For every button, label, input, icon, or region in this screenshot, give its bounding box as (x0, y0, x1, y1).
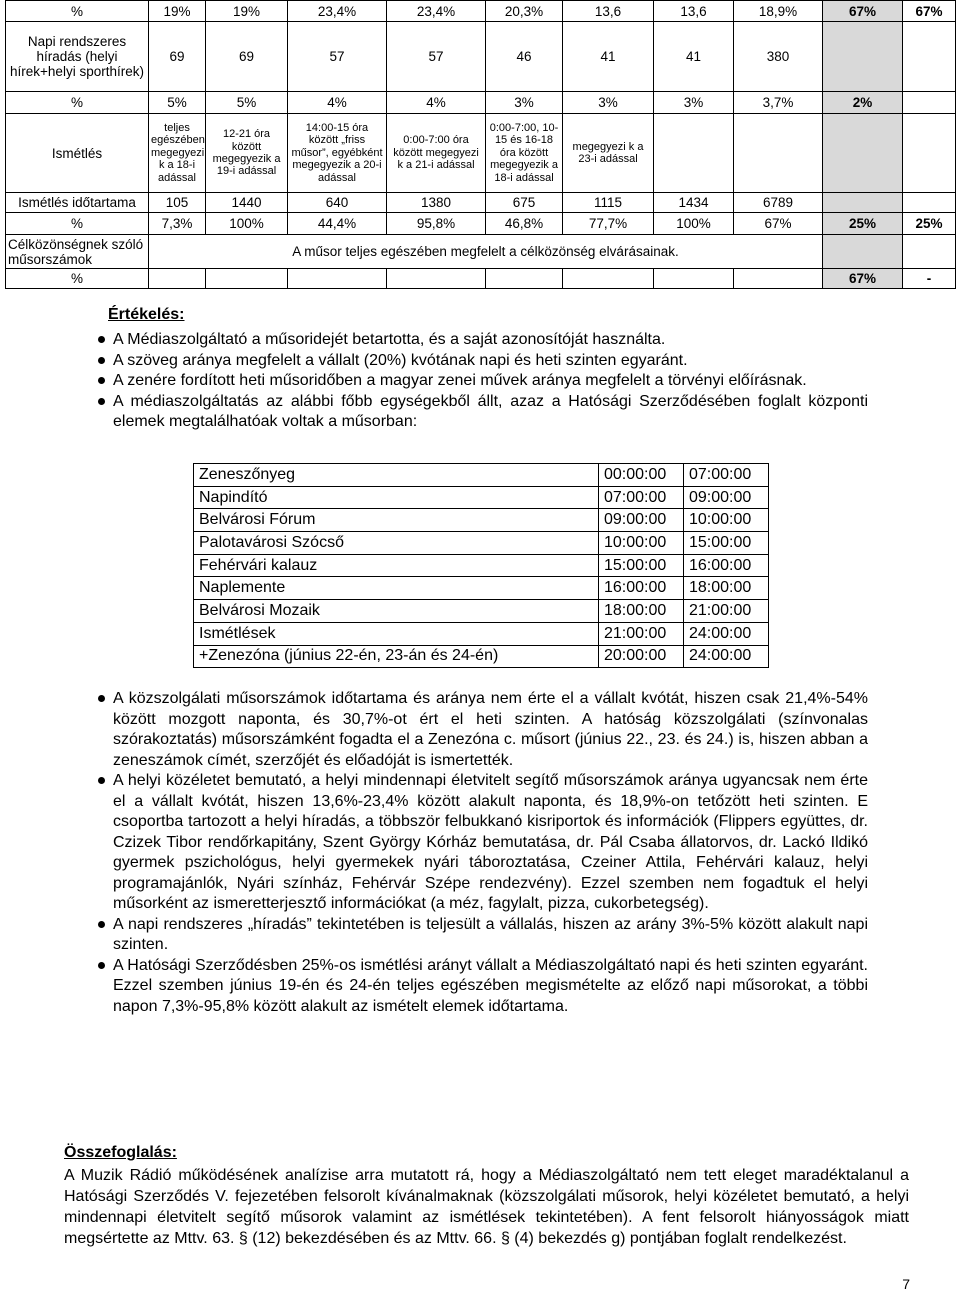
target-audience-text: A műsor teljes egészében megfelelt a célközönség elvárásainak. (149, 235, 823, 269)
repeat-row-label: Ismétlés (6, 114, 149, 193)
table-row: Palotavárosi Szócső 10:00:00 15:00:00 (194, 532, 769, 555)
summary-paragraph: A Muzik Rádió működésének analízise arra mutatott rá, hogy a Médiaszolgáltató nem tett eleget maradéktalanul a Hatósági Szerződés V. fejezetében felsorolt kívánalmaknak (közszolgálati műsorok, helyi közéletet bemutató, a helyi mindennapi életvitelt segítő műsorok valamint az ismétlések tekintetében). A fent felsorolt hiányosságok miatt megsértette az Mttv. 63. § (12) bekezdésében és az Mttv. 66. § (4) bekezdés g) pontjában foglalt rendelkezést. (64, 1167, 909, 1247)
table-row: Napindító 07:00:00 09:00:00 (194, 486, 769, 509)
news-row-label: Napi rendszeres híradás (helyi hírek+helyi sporthírek) (6, 22, 149, 92)
list-item: A Médiaszolgáltató a műsoridejét betartotta, és a saját azonosítóját használta. (98, 330, 868, 351)
page-number: 7 (902, 1276, 910, 1292)
list-item: A helyi közéletet bemutató, a helyi mindennapi életvitelt segítő műsorszámok aránya ugyancsak nem érte el a vállalt kvótát, hiszen 13,6%-23,4% között alakult naponta, és 18,9%-on tetőzött heti szinten. E csoportba tartozott a helyi híradás, a többször felbukkanó kisriportok és információk (Flippers együttes, dr. Czizek Tibor rendőrkapitány, Szent György Kórház bemutatása, dr. Pál Csaba állatorvos, dr. Lackó Ildikó gyermek pszichológus, helyi gyermekek nyári táboroztatása, Czeiner Attila, Fehérvári kalauz, helyi programajánlók, Nyári színház, Fehérvár Szépe rendezvény). Ezzel szemben nem fogadtuk el helyi műsorként az ismeretterjesztő információkat (a méz, fagylalt, pizza, cukorbetegség). (98, 771, 868, 915)
table-row: Belvárosi Fórum 09:00:00 10:00:00 (194, 509, 769, 532)
summary-title: Összefoglalás: (64, 1144, 177, 1161)
table-row: % 5% 5% 4% 4% 3% 3% 3% 3,7% 2% (6, 92, 956, 114)
table-row: Ismétlés teljes egészében megegyezi k a 18-i adással 12-21 óra között megegyezik a 19-i adással 14:00-15 óra között „friss műsor”, egyébként megegyezik a 20-i adással 0:00-7:00 óra között megegyezi k a 21-i adással 0:00-7:00, 10-15 és 16-18 óra között megegyezik a 18-i adással megegyezi k a 23-i adással (6, 114, 956, 193)
table-row (6, 235, 956, 269)
statistics-table (5, 0, 956, 289)
table-row: Ismétlések 21:00:00 24:00:00 (194, 622, 769, 645)
program-schedule-table (193, 463, 769, 668)
bullet-icon (98, 962, 105, 969)
list-item: A közszolgálati műsorszámok időtartama és aránya nem érte el a vállalt kvótát, hiszen csak 21,4%-54% között mozgott naponta, és 30,7%-ot ért el heti szinten. A hatóság közszolgálati (színvonalas szórakoztatás) műsorszámként fogadta el a Zenezóna c. műsort (június 22., 23. és 24.) is, hiszen abban a zeneszámok címét, szerzőjét és előadóját is ismertették. (98, 689, 868, 771)
list-item: A zenére fordított heti műsoridőben a magyar zenei művek aránya megfelelt a törvényi előírásnak. (98, 371, 868, 392)
list-item: A szöveg aránya megfelelt a vállalt (20%) kvótának napi és heti szinten egyaránt. (98, 351, 868, 372)
table-row: % 67% - (6, 269, 956, 289)
table-row: Belvárosi Mozaik 18:00:00 21:00:00 (194, 600, 769, 623)
table-row: Zeneszőnyeg 00:00:00 07:00:00 (194, 464, 769, 487)
list-item: A napi rendszeres „híradás” tekintetében is teljesült a vállalás, hiszen az arány 3%-5% között alakult napi szinten. (98, 915, 868, 956)
table-row: % 7,3% 100% 44,4% 95,8% 46,8% 77,7% 100% 67% 25% 25% (6, 213, 956, 235)
target-audience-label: Célközönségnek szóló műsorszámok (6, 235, 149, 269)
bullet-icon (98, 377, 105, 384)
bullet-icon (98, 357, 105, 364)
table-row: Ismétlés időtartama 105 1440 640 1380 675 1115 1434 6789 (6, 193, 956, 213)
list-item: A Hatósági Szerződésben 25%-os ismétlési arányt vállalt a Médiaszolgáltató napi és heti szinten egyaránt. Ezzel szemben június 19-én és 24-én teljes egészében megismételte az előző napi műsorokat, a többi napon 7,3%-95,8% között alakult az ismételt elemek időtartama. (98, 956, 868, 1018)
bullet-icon (98, 777, 105, 784)
bullet-icon (98, 695, 105, 702)
list-item: A médiaszolgáltatás az alábbi főbb egységekből állt, azaz a Hatósági Szerződésében foglalt központi elemek megtalálhatóak voltak a műsorban: (98, 392, 868, 433)
table-row: % 19% 19% 23,4% 23,4% 20,3% 13,6 13,6 18,9% 67% 67% (6, 1, 956, 22)
table-row: Napi rendszeres híradás (helyi hírek+helyi sporthírek) 69 69 57 57 46 41 41 380 (6, 22, 956, 92)
bullet-icon (98, 336, 105, 343)
evaluation-list-bottom (98, 689, 868, 1017)
bullet-icon (98, 398, 105, 405)
evaluation-list-top (98, 330, 868, 433)
bullet-icon (98, 921, 105, 928)
table-row: Fehérvári kalauz 15:00:00 16:00:00 (194, 554, 769, 577)
table-row: Naplemente 16:00:00 18:00:00 (194, 577, 769, 600)
table-row: +Zenezóna (június 22-én, 23-án és 24-én) 20:00:00 24:00:00 (194, 645, 769, 668)
evaluation-title: Értékelés: (108, 306, 185, 323)
